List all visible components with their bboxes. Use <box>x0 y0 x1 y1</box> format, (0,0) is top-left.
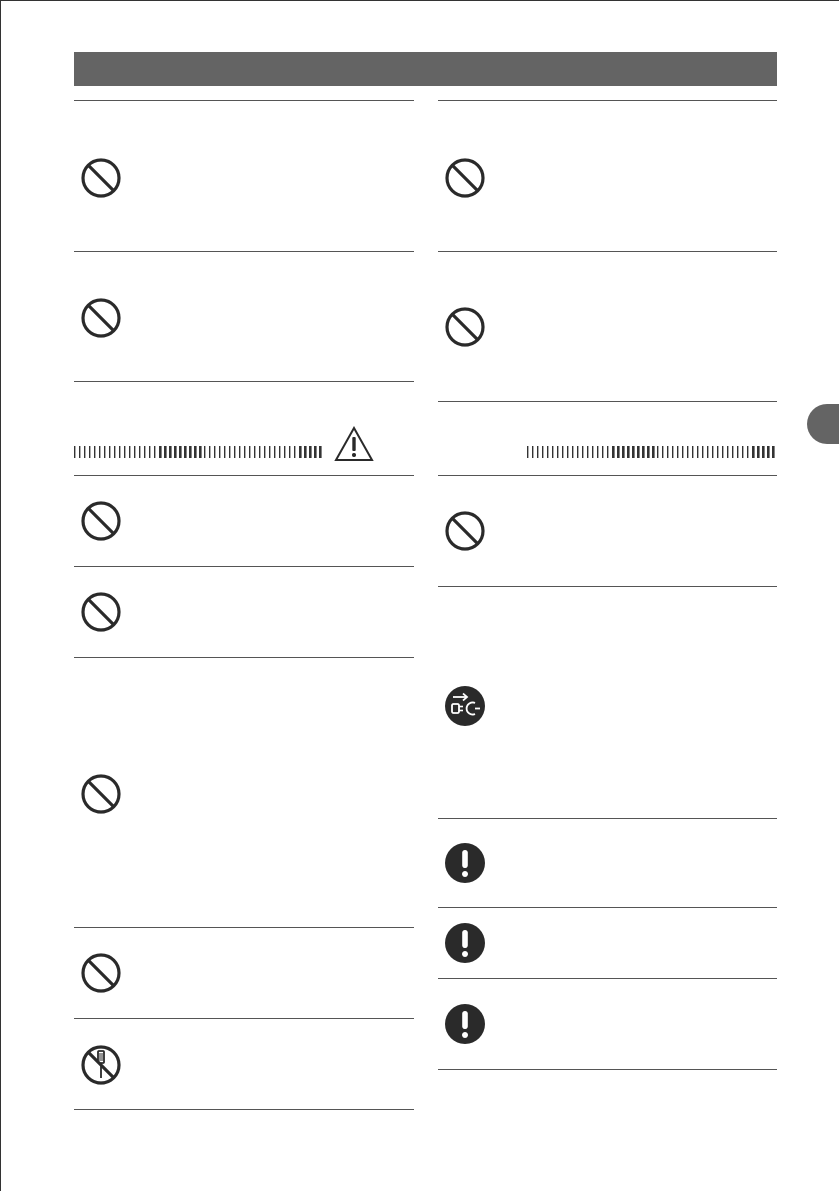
strip-tick <box>74 446 75 458</box>
strip-tick <box>89 446 90 458</box>
divider <box>438 978 777 979</box>
no-disassembly-icon <box>80 1044 122 1086</box>
strip-tick <box>662 446 663 458</box>
strip-tick <box>179 446 182 458</box>
strip-tick <box>527 446 528 458</box>
strip-tick <box>109 446 110 458</box>
strip-tick <box>557 446 558 458</box>
strip-tick <box>144 446 145 458</box>
prohibition-icon <box>80 773 122 815</box>
strip-tick <box>234 446 235 458</box>
strip-tick <box>542 446 543 458</box>
strip-tick <box>717 446 718 458</box>
strip-tick <box>567 446 568 458</box>
strip-tick <box>149 446 150 458</box>
strip-tick <box>572 446 573 458</box>
strip-tick <box>164 446 167 458</box>
strip-tick <box>677 446 678 458</box>
strip-tick <box>547 446 548 458</box>
strip-tick <box>259 446 260 458</box>
divider <box>74 251 414 252</box>
strip-tick <box>562 446 563 458</box>
page-frame-top <box>0 0 839 1</box>
prohibition-icon <box>80 952 122 994</box>
strip-tick <box>652 446 655 458</box>
prohibition-icon <box>80 500 122 542</box>
strip-tick <box>104 446 105 458</box>
strip-tick <box>274 446 275 458</box>
strip-tick <box>94 446 95 458</box>
strip-tick <box>199 446 202 458</box>
prohibition-icon <box>80 157 122 199</box>
strip-tick <box>772 446 775 458</box>
caution-triangle-icon <box>334 426 374 462</box>
strip-tick <box>747 446 748 458</box>
mandatory-action-icon <box>444 1003 486 1045</box>
strip-tick <box>762 446 765 458</box>
caution-dash-strip <box>527 446 777 458</box>
strip-tick <box>224 446 225 458</box>
strip-tick <box>602 446 603 458</box>
strip-tick <box>239 446 240 458</box>
strip-tick <box>154 446 155 458</box>
page-frame-left <box>0 0 1 1191</box>
strip-tick <box>657 446 658 458</box>
strip-tick <box>204 446 205 458</box>
strip-tick <box>642 446 645 458</box>
strip-tick <box>79 446 80 458</box>
strip-tick <box>279 446 280 458</box>
divider <box>74 100 414 101</box>
divider <box>438 1069 777 1070</box>
divider <box>438 100 777 101</box>
strip-tick <box>692 446 693 458</box>
caution-dash-strip <box>74 446 326 458</box>
strip-tick <box>159 446 162 458</box>
strip-tick <box>169 446 172 458</box>
strip-tick <box>174 446 177 458</box>
divider <box>438 251 777 252</box>
strip-tick <box>299 446 302 458</box>
strip-tick <box>269 446 270 458</box>
divider <box>74 657 414 658</box>
divider <box>74 475 414 476</box>
strip-tick <box>742 446 743 458</box>
strip-tick <box>84 446 85 458</box>
strip-tick <box>582 446 583 458</box>
unplug-icon <box>444 685 486 727</box>
prohibition-icon <box>80 591 122 633</box>
strip-tick <box>194 446 197 458</box>
strip-tick <box>254 446 255 458</box>
strip-tick <box>722 446 723 458</box>
strip-tick <box>114 446 115 458</box>
strip-tick <box>707 446 708 458</box>
divider <box>438 475 777 476</box>
strip-tick <box>587 446 588 458</box>
strip-tick <box>637 446 640 458</box>
strip-tick <box>139 446 140 458</box>
strip-tick <box>284 446 285 458</box>
strip-tick <box>244 446 245 458</box>
strip-tick <box>667 446 668 458</box>
strip-tick <box>727 446 728 458</box>
strip-tick <box>209 446 210 458</box>
strip-tick <box>682 446 683 458</box>
divider <box>438 401 777 402</box>
strip-tick <box>767 446 770 458</box>
prohibition-icon <box>444 157 486 199</box>
strip-tick <box>687 446 688 458</box>
strip-tick <box>184 446 187 458</box>
strip-tick <box>712 446 713 458</box>
prohibition-icon <box>444 510 486 552</box>
strip-tick <box>732 446 733 458</box>
strip-tick <box>702 446 703 458</box>
strip-tick <box>229 446 230 458</box>
strip-tick <box>289 446 290 458</box>
divider <box>438 818 777 819</box>
strip-tick <box>612 446 615 458</box>
strip-tick <box>124 446 125 458</box>
strip-tick <box>129 446 130 458</box>
strip-tick <box>577 446 578 458</box>
strip-tick <box>119 446 120 458</box>
prohibition-icon <box>80 297 122 339</box>
strip-tick <box>309 446 312 458</box>
strip-tick <box>134 446 135 458</box>
divider <box>74 1018 414 1019</box>
strip-tick <box>219 446 220 458</box>
strip-tick <box>597 446 598 458</box>
prohibition-icon <box>444 306 486 348</box>
divider <box>74 927 414 928</box>
strip-tick <box>552 446 553 458</box>
strip-tick <box>249 446 250 458</box>
divider <box>438 907 777 908</box>
mandatory-action-icon <box>444 922 486 964</box>
strip-tick <box>757 446 760 458</box>
strip-tick <box>592 446 593 458</box>
mandatory-action-icon <box>444 842 486 884</box>
strip-tick <box>632 446 635 458</box>
strip-tick <box>697 446 698 458</box>
chapter-side-tab <box>807 404 839 444</box>
strip-tick <box>264 446 265 458</box>
strip-tick <box>532 446 533 458</box>
strip-tick <box>617 446 620 458</box>
strip-tick <box>189 446 192 458</box>
strip-tick <box>672 446 673 458</box>
strip-tick <box>319 446 322 458</box>
strip-tick <box>627 446 630 458</box>
strip-tick <box>314 446 317 458</box>
strip-tick <box>214 446 215 458</box>
strip-tick <box>294 446 295 458</box>
strip-tick <box>99 446 100 458</box>
strip-tick <box>304 446 307 458</box>
strip-tick <box>537 446 538 458</box>
strip-tick <box>622 446 625 458</box>
section-header-bar <box>74 52 777 86</box>
strip-tick <box>752 446 755 458</box>
divider <box>438 586 777 587</box>
divider <box>74 1109 414 1110</box>
divider <box>74 381 414 382</box>
divider <box>74 566 414 567</box>
strip-tick <box>647 446 650 458</box>
strip-tick <box>607 446 608 458</box>
strip-tick <box>737 446 738 458</box>
